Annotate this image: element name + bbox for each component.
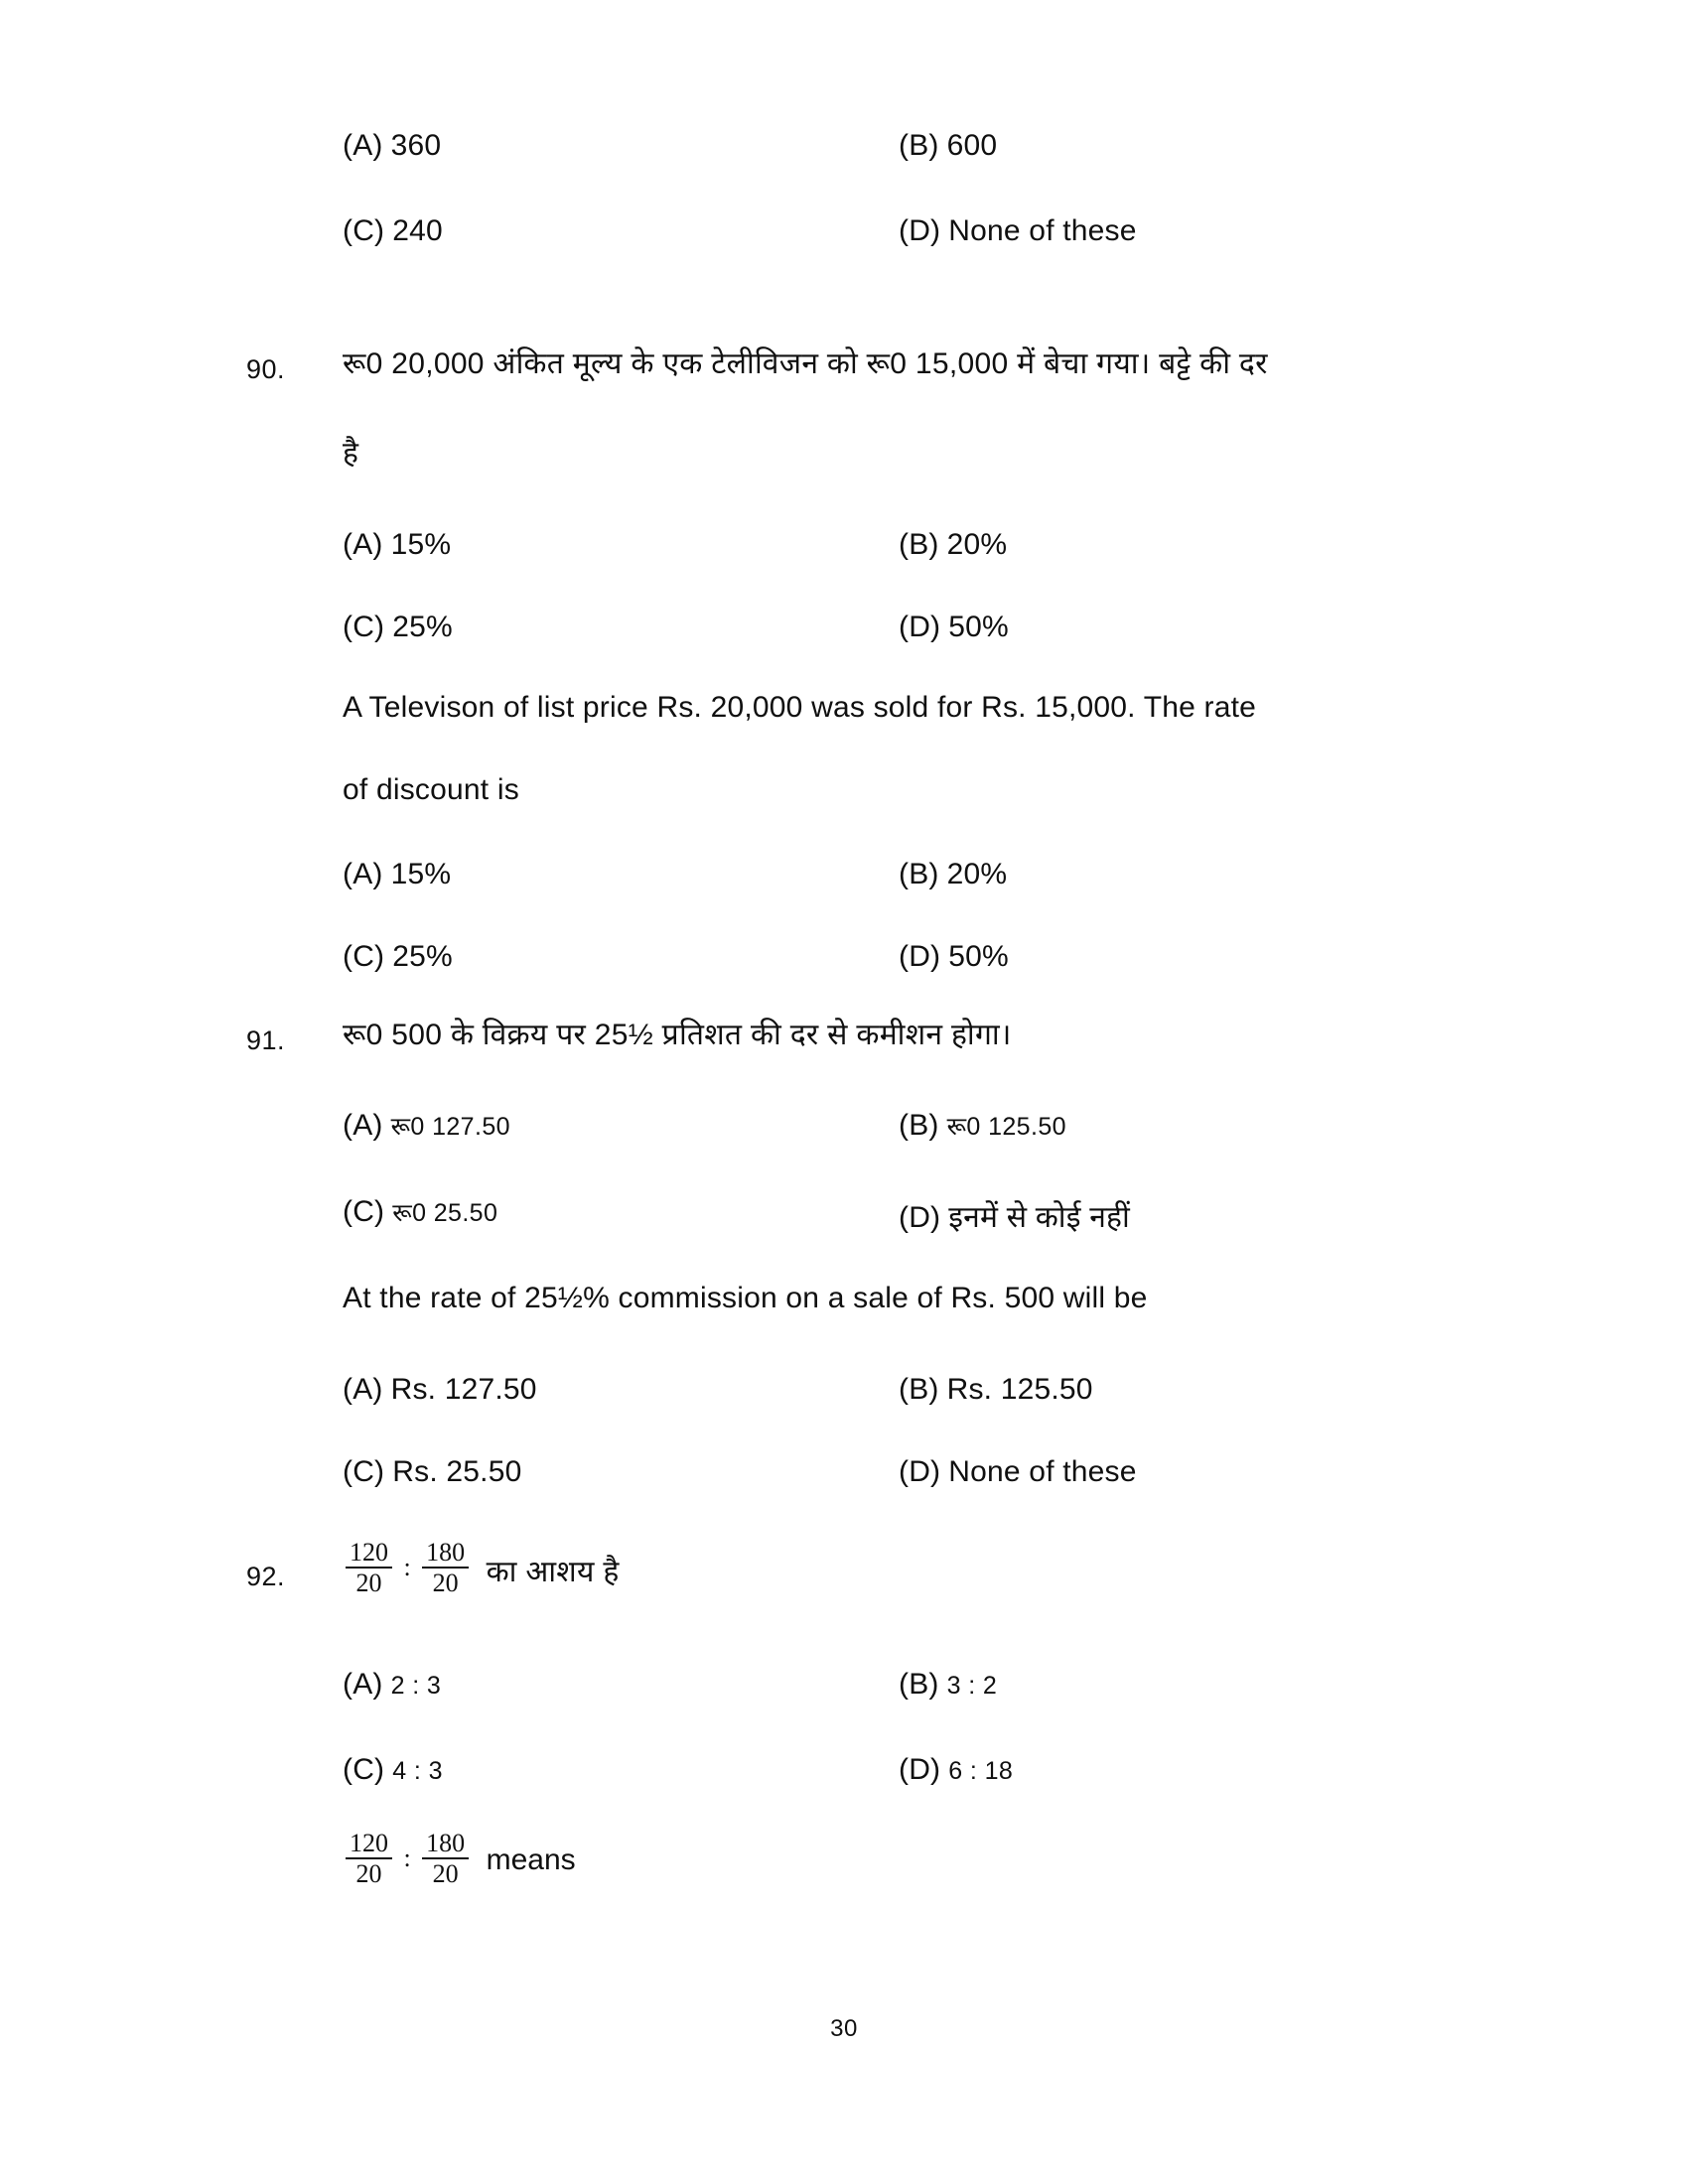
q91-english-option-d — [899, 1455, 1137, 1489]
option-text: 50% — [948, 940, 1009, 973]
q90-english-option-a — [343, 858, 451, 891]
fraction-denominator: 20 — [346, 1567, 392, 1596]
q92-option-a — [343, 1668, 441, 1702]
q92-english-statement — [343, 1829, 576, 1890]
q89-option-c — [343, 214, 443, 248]
option-marker: (A) — [343, 129, 383, 162]
option-text: रू0 25.50 — [392, 1199, 498, 1227]
option-marker: (B) — [899, 1373, 939, 1406]
option-marker: (D) — [899, 611, 941, 643]
option-marker: (C) — [343, 1753, 385, 1786]
fraction-denominator: 20 — [346, 1857, 392, 1887]
option-text: 50% — [948, 611, 1009, 643]
option-text: रू0 125.50 — [946, 1113, 1066, 1141]
question-number-90: 90. — [246, 354, 286, 384]
option-marker: (D) — [899, 1201, 941, 1234]
option-marker: (B) — [899, 1109, 939, 1142]
q91-english-option-a — [343, 1373, 537, 1407]
option-marker: (C) — [343, 1455, 385, 1488]
q92-english-suffix: means — [486, 1843, 576, 1877]
option-marker: (B) — [899, 528, 939, 561]
option-marker: (B) — [899, 129, 939, 162]
option-marker: (C) — [343, 940, 385, 973]
q91-english-option-b — [899, 1373, 1093, 1407]
option-text: 25% — [392, 940, 453, 973]
option-text: None of these — [948, 1455, 1137, 1488]
q91-hindi-statement: रू0 500 के विक्रय पर 25½ प्रतिशत की दर से कमीशन होगा। — [343, 1019, 1012, 1051]
option-text: 20% — [946, 528, 1008, 561]
option-marker: (A) — [343, 1109, 383, 1142]
q92-option-b — [899, 1668, 997, 1702]
option-text: 6 : 18 — [948, 1757, 1014, 1785]
q91-hindi-option-d — [899, 1195, 1130, 1236]
fraction-180-over-20 — [422, 1539, 469, 1597]
fraction-numerator: 180 — [426, 1538, 466, 1567]
option-marker: (C) — [343, 214, 385, 247]
option-marker: (D) — [899, 214, 941, 247]
q91-hindi-option-c — [343, 1195, 497, 1229]
q90-hindi-option-b — [899, 528, 1007, 562]
q89-option-d — [899, 214, 1137, 248]
option-text: रू0 127.50 — [390, 1113, 510, 1141]
ratio-separator: : — [403, 1553, 411, 1582]
option-marker: (C) — [343, 1195, 385, 1228]
q92-option-c — [343, 1753, 443, 1787]
q90-english-statement-line2: of discount is — [343, 773, 519, 806]
option-marker: (A) — [343, 528, 383, 561]
q90-english-option-c — [343, 940, 453, 974]
q91-hindi-option-a — [343, 1109, 510, 1143]
q90-hindi-statement-line1: रू0 20,000 अंकित मूल्य के एक टेलीविजन को रू0 15,000 में बेचा गया। बट्टे की दर — [343, 347, 1268, 380]
q92-hindi-suffix: का आशय है — [486, 1555, 620, 1588]
q90-hindi-option-a — [343, 528, 451, 562]
option-text: 360 — [390, 129, 442, 162]
option-text: 25% — [392, 611, 453, 643]
fraction-120-over-20 — [346, 1539, 392, 1597]
option-text: इनमें से कोई नहीं — [948, 1201, 1130, 1234]
q90-english-option-d — [899, 940, 1009, 974]
fraction-180-over-20 — [422, 1830, 469, 1888]
option-marker: (D) — [899, 1753, 941, 1786]
q91-english-statement: At the rate of 25½% commission on a sale of Rs. 500 will be — [343, 1282, 1148, 1314]
option-text: 3 : 2 — [946, 1672, 998, 1700]
option-text: 20% — [946, 858, 1008, 890]
option-text: None of these — [948, 214, 1137, 247]
q92-hindi-statement — [343, 1538, 620, 1599]
question-number-91: 91. — [246, 1025, 286, 1055]
option-text: Rs. 127.50 — [390, 1373, 537, 1406]
ratio-separator: : — [403, 1843, 411, 1873]
option-marker: (C) — [343, 611, 385, 643]
fraction-120-over-20 — [346, 1830, 392, 1888]
option-text: 4 : 3 — [392, 1757, 443, 1785]
option-marker: (D) — [899, 940, 941, 973]
q92-option-d — [899, 1753, 1013, 1787]
fraction-numerator: 120 — [350, 1538, 388, 1567]
fraction-denominator: 20 — [422, 1857, 469, 1887]
fraction-numerator: 120 — [350, 1829, 388, 1857]
q89-option-a — [343, 129, 441, 163]
option-text: Rs. 125.50 — [946, 1373, 1093, 1406]
option-marker: (B) — [899, 858, 939, 890]
option-marker: (A) — [343, 1668, 383, 1701]
q90-hindi-option-c — [343, 611, 453, 644]
fraction-denominator: 20 — [422, 1567, 469, 1596]
option-marker: (D) — [899, 1455, 941, 1488]
option-marker: (A) — [343, 1373, 383, 1406]
option-text: 15% — [390, 858, 452, 890]
q90-english-option-b — [899, 858, 1007, 891]
q89-option-b — [899, 129, 997, 163]
option-text: 2 : 3 — [390, 1672, 442, 1700]
option-text: 15% — [390, 528, 452, 561]
option-marker: (B) — [899, 1668, 939, 1701]
question-number-92: 92. — [246, 1562, 286, 1591]
q90-hindi-option-d — [899, 611, 1009, 644]
q90-hindi-statement-line2: है — [343, 437, 359, 470]
q91-english-option-c — [343, 1455, 521, 1489]
page-number: 30 — [830, 2015, 858, 2042]
q91-hindi-option-b — [899, 1109, 1066, 1143]
option-text: 600 — [946, 129, 998, 162]
option-text: Rs. 25.50 — [392, 1455, 522, 1488]
option-text: 240 — [392, 214, 443, 247]
option-marker: (A) — [343, 858, 383, 890]
fraction-numerator: 180 — [426, 1829, 466, 1857]
q90-english-statement-line1: A Televison of list price Rs. 20,000 was sold for Rs. 15,000. The rate — [343, 691, 1257, 724]
